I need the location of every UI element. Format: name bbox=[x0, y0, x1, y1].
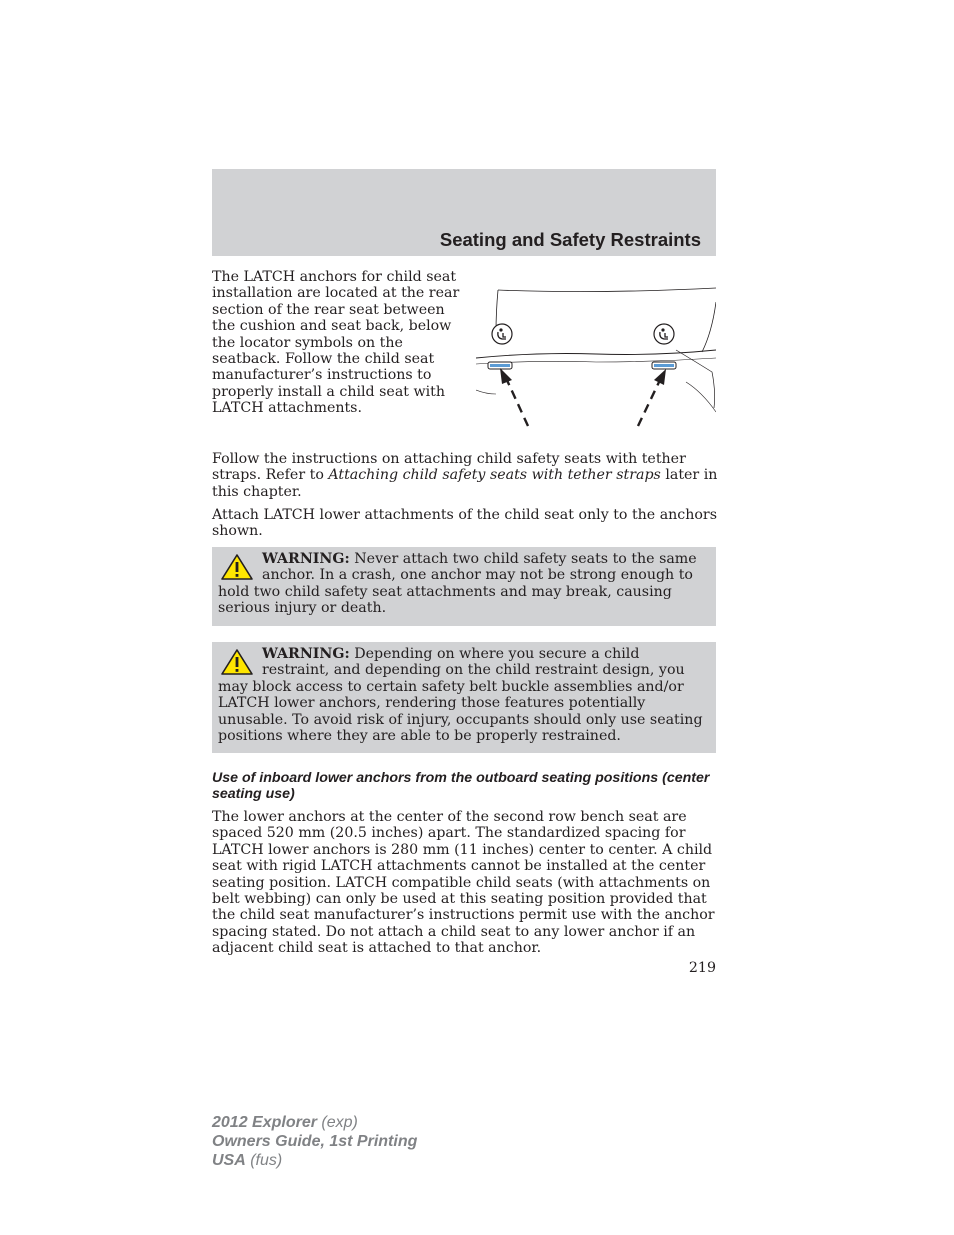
warning-box bbox=[212, 642, 716, 753]
document-footer: 2012 Explorer (exp) Owners Guide, 1st Printing USA (fus) bbox=[212, 1114, 418, 1169]
latch-anchor-icon bbox=[488, 362, 512, 369]
subsection-heading: Use of inboard lower anchors from the outboard seating positions (center seating use) bbox=[212, 770, 710, 802]
warning-triangle-icon bbox=[220, 648, 254, 676]
dashed-arrow-icon bbox=[638, 369, 666, 426]
child-seat-locator-icon bbox=[492, 324, 512, 344]
warning-box bbox=[212, 547, 716, 626]
intro-paragraph: The LATCH anchors for child seat installation are located at the rear section of the rear seat between the cushion and seat back, below the locator symbols on the seatback. Follow the child seat manufacturer’s instructions to properly install a child seat with LATCH attachments. bbox=[212, 269, 460, 417]
attach-paragraph: Attach LATCH lower attachments of the child seat only to the anchors shown. bbox=[212, 507, 717, 540]
dashed-arrow-icon bbox=[500, 368, 528, 426]
warning-text: WARNING: Never attach two child safety seats to the same anchor. In a crash, one anchor may not be strong enough to hold two child safety seat attachments and may break, causing serious injury or death. bbox=[218, 551, 697, 617]
section-title: Seating and Safety Restraints bbox=[439, 229, 701, 250]
warning-text: WARNING: Depending on where you secure a child restraint, and depending on the child restraint design, you may block access to certain safety belt buckle assemblies and/or LATCH lower anchors, rendering those features potentially unusable. To avoid risk of injury, occupants should only use seating positions where they are able to be properly restrained. bbox=[218, 646, 703, 745]
section-header-band bbox=[212, 169, 716, 256]
latch-anchor-figure bbox=[476, 272, 716, 432]
tether-paragraph: Follow the instructions on attaching child safety seats with tether straps. Refer to Attaching child safety seats with tether straps later in this chapter. bbox=[212, 451, 718, 500]
page-number: 219 bbox=[688, 960, 716, 976]
child-seat-locator-icon bbox=[654, 324, 674, 344]
cross-reference: Attaching child safety seats with tether straps bbox=[328, 467, 661, 484]
warning-triangle-icon bbox=[220, 553, 254, 581]
center-seating-paragraph: The lower anchors at the center of the second row bench seat are spaced 520 mm (20.5 inches) apart. The standardized spacing for LATCH lower anchors is 280 mm (11 inches) center to center. A child seat with rigid LATCH attachments cannot be installed at the center seating position. LATCH compatible child seats (with attachments on belt webbing) can only be used at this seating position provided that the child seat manufacturer’s instructions permit use with the anchor spacing stated. Do not attach a child seat to any lower anchor if an adjacent child seat is attached to that anchor. bbox=[212, 809, 715, 957]
latch-anchor-icon bbox=[652, 362, 676, 369]
